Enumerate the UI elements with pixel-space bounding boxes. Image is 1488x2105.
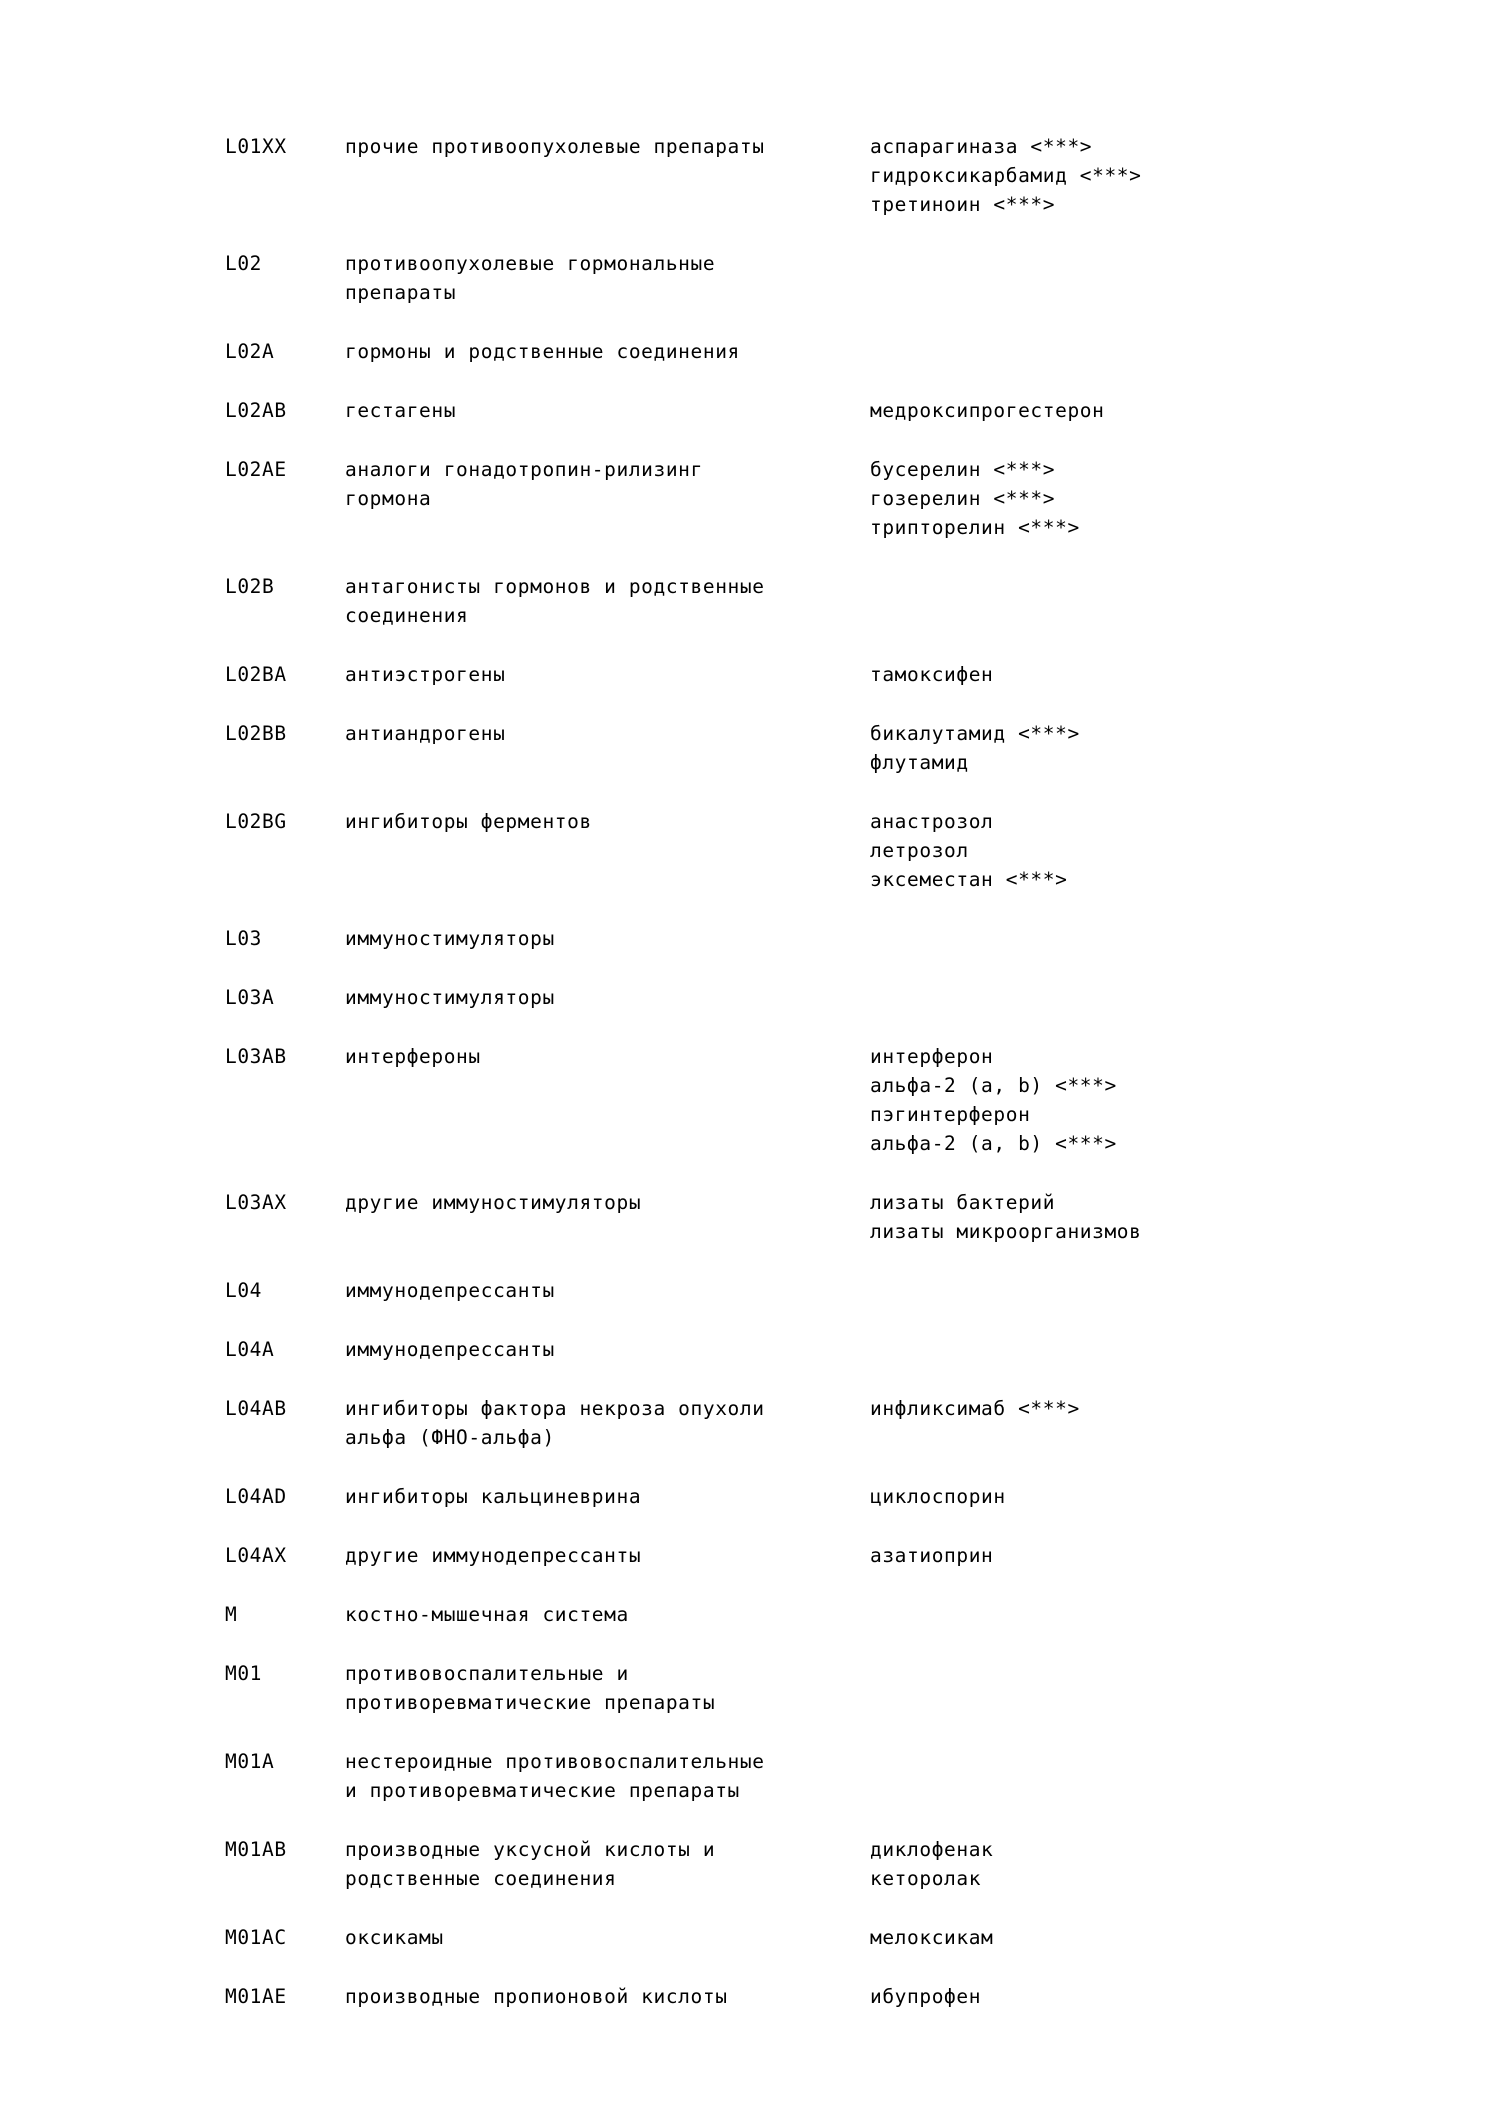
atc-group-name [345,1659,870,1717]
drug-list [870,455,1285,542]
drug-list [870,1835,1285,1893]
table-row [225,719,1285,777]
drug-name-line: анастрозол [870,810,994,833]
drug-name-line: альфа-2 (a, b) <***> [870,1074,1117,1097]
atc-group-name [345,1600,870,1629]
drug-name-line: диклофенак [870,1838,994,1861]
atc-code: L02BG [225,810,287,833]
atc-code: L04AD [225,1485,287,1508]
atc-group-name-line: антиэстрогены [345,663,506,686]
drug-name-line: мелоксикам [870,1926,994,1949]
atc-group-name-line: другие иммунодепрессанты [345,1544,642,1567]
atc-group-name [345,337,870,366]
atc-group-name-line: костно-мышечная система [345,1603,629,1626]
table-row [225,1982,1285,2011]
atc-group-name [345,1835,870,1893]
atc-group-name-line: ингибиторы фактора некроза опухоли [345,1397,765,1420]
drug-list [870,1982,1285,2011]
table-row [225,1659,1285,1717]
drug-name-line: инфликсимаб <***> [870,1397,1080,1420]
atc-group-name-line: нестероидные противовоспалительные [345,1750,765,1773]
drug-name-line: лизаты бактерий [870,1191,1056,1214]
drug-name-line: бикалутамид <***> [870,722,1080,745]
atc-group-name [345,1482,870,1511]
atc-group-name [345,983,870,1012]
table-row [225,1747,1285,1805]
atc-group-name-line: иммуностимуляторы [345,927,555,950]
atc-group-name-line: соединения [345,604,469,627]
atc-group-name [345,249,870,307]
atc-group-name-line: оксикамы [345,1926,444,1949]
atc-group-name-line: прочие противоопухолевые препараты [345,135,765,158]
drug-list [870,396,1285,425]
table-row [225,455,1285,542]
atc-code: M01AC [225,1926,287,1949]
atc-code: L02BB [225,722,287,745]
table-row [225,572,1285,630]
atc-group-name [345,455,870,513]
atc-group-name [345,1982,870,2011]
drug-name-line: гозерелин <***> [870,487,1056,510]
table-row [225,924,1285,953]
drug-name-line: циклоспорин [870,1485,1006,1508]
atc-group-name-line: гестагены [345,399,457,422]
atc-code: L04 [225,1279,263,1302]
atc-group-name-line: иммунодепрессанты [345,1338,555,1361]
atc-group-name-line: интерфероны [345,1045,481,1068]
drug-list [870,1747,1285,1748]
atc-code: M [225,1603,238,1626]
atc-code: L02BA [225,663,287,686]
drug-name-line: аспарагиназа <***> [870,135,1093,158]
table-row [225,660,1285,689]
atc-code: L03 [225,927,263,950]
atc-group-name [345,1923,870,1952]
drug-name-line: летрозол [870,839,969,862]
drug-list [870,249,1285,250]
drug-name-line: пэгинтерферон [870,1103,1031,1126]
drug-name-line: гидроксикарбамид <***> [870,164,1142,187]
atc-group-name-line: иммунодепрессанты [345,1279,555,1302]
drug-name-line: флутамид [870,751,969,774]
drug-list [870,572,1285,573]
table-row [225,249,1285,307]
atc-code: L02AE [225,458,287,481]
drug-name-line: альфа-2 (a, b) <***> [870,1132,1117,1155]
atc-group-name-line: родственные соединения [345,1867,617,1890]
table-row [225,1188,1285,1246]
atc-group-name-line: производные уксусной кислоты и [345,1838,716,1861]
atc-code: L02AB [225,399,287,422]
drug-list [870,1659,1285,1660]
atc-group-name-line: противоопухолевые гормональные [345,252,716,275]
atc-group-name [345,1276,870,1305]
atc-group-name [345,1541,870,1570]
atc-code: M01A [225,1750,275,1773]
drug-list [870,1188,1285,1246]
drug-list [870,1541,1285,1570]
drug-name-line: ибупрофен [870,1985,982,2008]
atc-group-name-line: препараты [345,281,457,304]
atc-group-name [345,132,870,161]
atc-group-name-line: противоревматические препараты [345,1691,716,1714]
atc-group-name [345,719,870,748]
table-row [225,1600,1285,1629]
drug-list [870,660,1285,689]
drug-list [870,1394,1285,1423]
table-row [225,1923,1285,1952]
drug-name-line: тамоксифен [870,663,994,686]
drug-list [870,807,1285,894]
drug-list [870,983,1285,984]
drug-list [870,1600,1285,1601]
atc-code: L02A [225,340,275,363]
atc-code: L03A [225,986,275,1009]
atc-table [225,132,1285,2041]
atc-group-name-line: антиандрогены [345,722,506,745]
atc-code: L04A [225,1338,275,1361]
atc-group-name [345,807,870,836]
atc-group-name [345,1335,870,1364]
drug-list [870,337,1285,338]
drug-name-line: кеторолак [870,1867,982,1890]
drug-name-line: азатиоприн [870,1544,994,1567]
table-row [225,983,1285,1012]
atc-code: L04AB [225,1397,287,1420]
atc-group-name-line: иммуностимуляторы [345,986,555,1009]
atc-code: M01AB [225,1838,287,1861]
atc-group-name-line: антагонисты гормонов и родственные [345,575,765,598]
drug-list [870,132,1285,219]
table-row [225,1394,1285,1452]
atc-code: L03AX [225,1191,287,1214]
atc-group-name-line: и противоревматические препараты [345,1779,740,1802]
atc-group-name-line: производные пропионовой кислоты [345,1985,728,2008]
drug-list [870,719,1285,777]
drug-name-line: медроксипрогестерон [870,399,1105,422]
atc-code: L01XX [225,135,287,158]
atc-group-name-line: ингибиторы кальциневрина [345,1485,642,1508]
drug-list [870,1042,1285,1158]
table-row [225,396,1285,425]
atc-group-name-line: аналоги гонадотропин-рилизинг [345,458,703,481]
atc-code: L02 [225,252,263,275]
atc-group-name-line: ингибиторы ферментов [345,810,592,833]
table-row [225,1541,1285,1570]
atc-group-name-line: противовоспалительные и [345,1662,629,1685]
table-row [225,132,1285,219]
drug-name-line: интерферон [870,1045,994,1068]
atc-group-name-line: другие иммуностимуляторы [345,1191,642,1214]
drug-list [870,1276,1285,1277]
atc-group-name [345,924,870,953]
atc-group-name [345,396,870,425]
drug-list [870,1482,1285,1511]
atc-group-name [345,1042,870,1071]
atc-code: L02B [225,575,275,598]
drug-name-line: бусерелин <***> [870,458,1056,481]
atc-group-name-line: гормона [345,487,432,510]
drug-name-line: трипторелин <***> [870,516,1080,539]
atc-group-name [345,1188,870,1217]
table-row [225,1835,1285,1893]
table-row [225,1042,1285,1158]
atc-group-name [345,1747,870,1805]
atc-group-name-line: гормоны и родственные соединения [345,340,740,363]
atc-code: L03AB [225,1045,287,1068]
drug-list [870,924,1285,925]
atc-code: M01 [225,1662,263,1685]
atc-code: M01AE [225,1985,287,2008]
atc-code: L04AX [225,1544,287,1567]
atc-group-name [345,572,870,630]
drug-name-line: эксеместан <***> [870,868,1068,891]
table-row [225,1276,1285,1305]
drug-name-line: лизаты микроорганизмов [870,1220,1142,1243]
drug-name-line: третиноин <***> [870,193,1056,216]
atc-group-name-line: альфа (ФНО-альфа) [345,1426,555,1449]
atc-group-name [345,1394,870,1452]
table-row [225,807,1285,894]
drug-list [870,1335,1285,1336]
table-row [225,1335,1285,1364]
atc-group-name [345,660,870,689]
drug-list [870,1923,1285,1952]
table-row [225,337,1285,366]
table-row [225,1482,1285,1511]
